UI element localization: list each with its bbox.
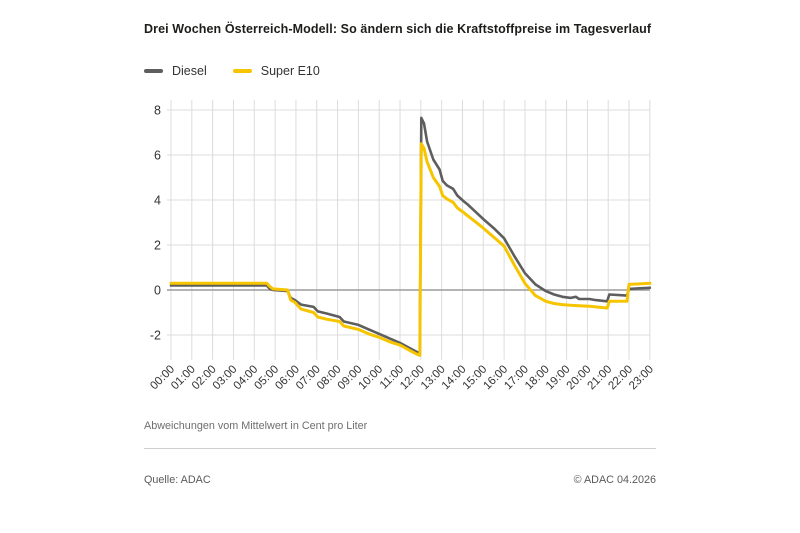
svg-text:02:00: 02:00 bbox=[189, 363, 219, 393]
svg-text:0: 0 bbox=[154, 283, 161, 298]
svg-text:15:00: 15:00 bbox=[460, 363, 490, 393]
svg-text:01:00: 01:00 bbox=[169, 363, 198, 393]
svg-text:11:00: 11:00 bbox=[377, 363, 407, 392]
svg-text:19:00: 19:00 bbox=[543, 363, 573, 393]
svg-text:06:00: 06:00 bbox=[273, 363, 303, 393]
svg-text:07:00: 07:00 bbox=[294, 363, 323, 393]
footer bbox=[144, 474, 656, 486]
svg-text:-2: -2 bbox=[149, 328, 161, 343]
legend-label-diesel: Diesel bbox=[172, 64, 207, 78]
copyright-text: © ADAC 04.2026 bbox=[573, 474, 656, 486]
svg-text:18:00: 18:00 bbox=[523, 363, 552, 393]
svg-text:8: 8 bbox=[154, 103, 161, 118]
source-text: Quelle: ADAC bbox=[144, 474, 211, 486]
svg-text:21:00: 21:00 bbox=[585, 363, 615, 393]
svg-text:09:00: 09:00 bbox=[335, 363, 365, 393]
svg-text:05:00: 05:00 bbox=[252, 363, 282, 393]
svg-text:20:00: 20:00 bbox=[564, 363, 594, 393]
svg-text:16:00: 16:00 bbox=[481, 363, 511, 393]
svg-text:10:00: 10:00 bbox=[356, 363, 386, 393]
chart-title: Drei Wochen Österreich-Modell: So ändern sich die Kraftstoffpreise im Tagesverlauf bbox=[144, 22, 652, 36]
svg-text:04:00: 04:00 bbox=[231, 363, 261, 393]
svg-text:22:00: 22:00 bbox=[606, 363, 636, 393]
svg-text:03:00: 03:00 bbox=[210, 363, 240, 393]
divider-line bbox=[144, 448, 656, 449]
svg-text:17:00: 17:00 bbox=[502, 363, 532, 393]
legend-label-super-e10: Super E10 bbox=[260, 64, 320, 78]
svg-text:12:00: 12:00 bbox=[398, 363, 427, 393]
svg-text:6: 6 bbox=[154, 148, 161, 163]
svg-text:00:00: 00:00 bbox=[148, 363, 178, 393]
svg-text:13:00: 13:00 bbox=[418, 363, 448, 393]
svg-text:23:00: 23:00 bbox=[627, 363, 656, 393]
svg-text:14:00: 14:00 bbox=[439, 363, 469, 393]
svg-text:2: 2 bbox=[154, 238, 161, 253]
svg-text:08:00: 08:00 bbox=[314, 363, 344, 393]
axis-unit-note: Abweichungen vom Mittelwert in Cent pro Liter bbox=[144, 420, 368, 432]
svg-text:4: 4 bbox=[154, 193, 161, 208]
